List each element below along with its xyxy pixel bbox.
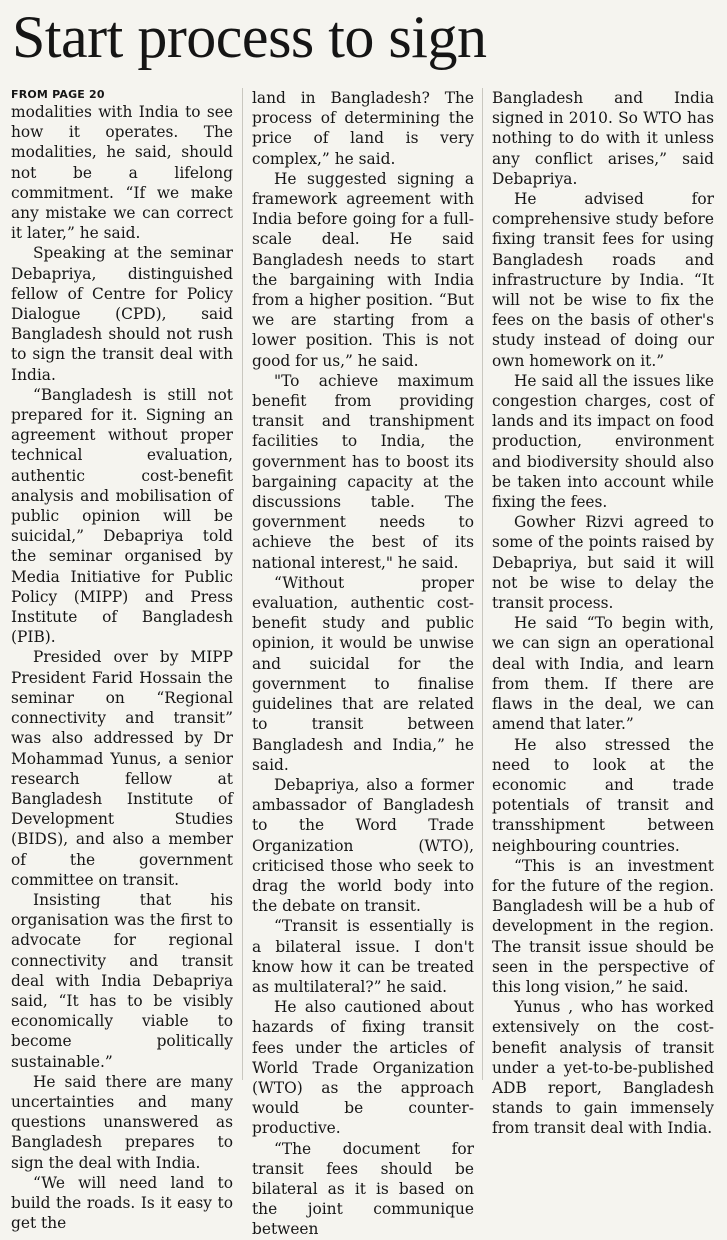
paragraph: He also stressed the need to look at the economic and trade potentials of transit and transshipment between neighbouring countries.: [492, 735, 714, 855]
paragraph: Debapriya, also a former ambassador of Bangladesh to the Word Trade Organization (WTO), criticised those who seek to drag the world body into the debate on transit.: [252, 775, 474, 916]
article-column-2: [252, 88, 474, 1239]
paragraph: He suggested signing a framework agreement with India before going for a full-scale deal. He said Bangladesh needs to start the bargaining with India from a higher position. “But we are starting from a lower position. This is not good for us,” he said.: [252, 169, 474, 370]
paragraph: Speaking at the seminar Debapriya, distinguished fellow of Centre for Policy Dialogue (CPD), said Bangladesh should not rush to sign the transit deal with India.: [11, 244, 233, 384]
paragraph: modalities with India to see how it operates. The modalities, he said, should not be a lifelong commitment. “If we make any mistake we can correct it later,” he said.: [11, 103, 233, 243]
paragraph: Yunus , who has worked extensively on the cost-benefit analysis of transit under a yet-to-be-published ADB report, Bangladesh stands to gain immensely from transit deal with India.: [492, 998, 714, 1138]
paragraph: “We will need land to build the roads. Is it easy to get the: [11, 1173, 233, 1233]
kicker-from-page: FROM PAGE 20: [11, 88, 105, 101]
paragraph: He said “To begin with, we can sign an operational deal with India, and learn from them. If there are flaws in the deal, we can amend that later.”: [492, 614, 714, 734]
paragraph: He also cautioned about hazards of fixing transit fees under the articles of World Trade Organization (WTO) as the approach would be counter-productive.: [252, 998, 474, 1138]
column-rule: [242, 88, 243, 1080]
article-column-1: [11, 88, 233, 1233]
paragraph: "To achieve maximum benefit from providing transit and transhipment facilities to India, the government has to boost its bargaining capacity at the discussions table. The government needs to achieve the best of its national interest," he said.: [252, 371, 474, 572]
paragraph: He said there are many uncertainties and many questions unanswered as Bangladesh prepares to sign the deal with India.: [11, 1072, 233, 1172]
paragraph: “Without proper evaluation, authentic cost-benefit study and public opinion, it would be unwise and suicidal for the government to finalise guidelines that are related to transit between Bangladesh and India,” he said.: [252, 573, 474, 774]
paragraph: Insisting that his organisation was the first to advocate for regional connectivity and transit deal with India Debapriya said, “It has to be visibly economically viable to become politically sustainable.”: [11, 890, 233, 1071]
paragraph: “Transit is essentially is a bilateral issue. I don't know how it can be treated as multilateral?” he said.: [252, 917, 474, 996]
article-column-3: [492, 88, 714, 1138]
paragraph: Bangladesh and India signed in 2010. So WTO has nothing to do with it unless any conflict arises,” said Debapriya.: [492, 89, 714, 188]
column-rule: [482, 88, 483, 1080]
paragraph: He said all the issues like congestion charges, cost of lands and its impact on food production, environment and biodiversity should also be taken into account while fixing the fees.: [492, 371, 714, 512]
paragraph: “The document for transit fees should be bilateral as it is based on the joint communique between: [252, 1139, 474, 1239]
paragraph: “This is an investment for the future of the region. Bangladesh will be a hub of development in the region. The transit issue should be seen in the perspective of this long vision,” he said.: [492, 856, 714, 996]
paragraph: Presided over by MIPP President Farid Hossain the seminar on “Regional connectivity and transit” was also addressed by Dr Mohammad Yunus, a senior research fellow at Bangladesh Institute of Development Studies (BIDS), and also a member of the government committee on transit.: [11, 648, 233, 889]
paragraph: He advised for comprehensive study before fixing transit fees for using Bangladesh roads and infrastructure by India. “It will not be wise to fix the fees on the basis of other's study instead of doing our own homework on it.”: [492, 190, 714, 370]
paragraph: “Bangladesh is still not prepared for it. Signing an agreement without proper technical evaluation, authentic cost-benefit analysis and mobilisation of public opinion will be suicidal,” Debapriya told the seminar organised by Media Initiative for Public Policy (MIPP) and Press Institute of Bangladesh (PIB).: [11, 385, 233, 647]
paragraph: land in Bangladesh? The process of determining the price of land is very complex,” he said.: [252, 89, 474, 168]
paragraph: Gowher Rizvi agreed to some of the points raised by Debapriya, but said it will not be wise to delay the transit process.: [492, 513, 714, 613]
article-body: [0, 88, 727, 1239]
headline: Start process to sign: [12, 4, 487, 70]
